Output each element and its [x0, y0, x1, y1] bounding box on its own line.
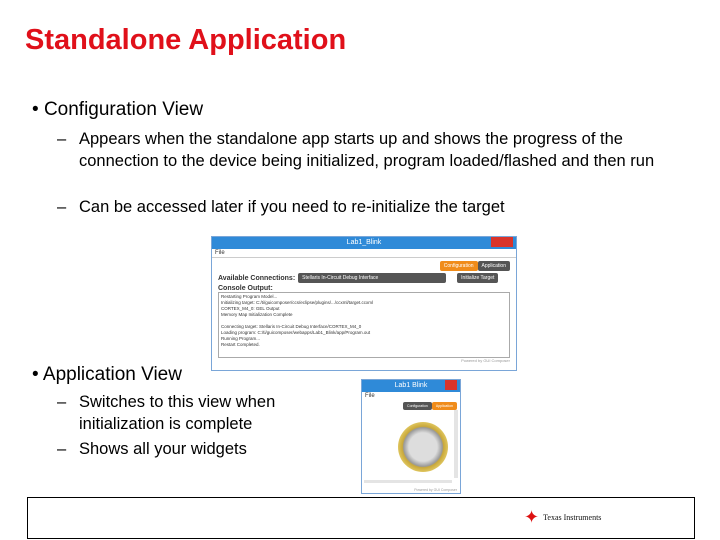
tab-configuration: Configuration: [403, 402, 432, 410]
logo-text: Texas Instruments: [543, 513, 602, 522]
console-line: Running Program...: [221, 336, 261, 341]
close-icon: [445, 380, 457, 390]
connection-select: Stellaris In-Circuit Debug Interface: [298, 273, 446, 283]
bullet-label: Configuration View: [43, 99, 204, 120]
menu-file: File: [365, 393, 375, 399]
sub-bullet-text: Shows all your widgets: [79, 440, 247, 458]
sub-bullet: – Shows all your widgets: [57, 440, 247, 458]
close-icon: [491, 237, 513, 247]
tab-application: Application: [432, 402, 457, 410]
ti-logo: [524, 507, 603, 528]
console-line: Restart Completed.: [221, 342, 260, 347]
console-line: CORTEX_M4_0: GEL Output: [221, 306, 280, 311]
bullet-configuration-view: • Configuration View: [32, 99, 204, 120]
connections-label: Available Connections:: [218, 274, 296, 282]
window-titlebar: [212, 237, 516, 249]
console-line: Memory Map Initialization Complete: [221, 312, 293, 317]
console-line: Initializing target: C:/ti/guicomposer/ccs/eclipse/plugins/.../ccxml/target.ccxml: [221, 300, 374, 305]
configuration-window-screenshot: [211, 236, 517, 371]
sub-bullet: – Can be accessed later if you need to re-initialize the target: [57, 198, 505, 216]
sub-bullet-text: Switches to this view when initialization is complete: [79, 393, 276, 433]
sub-bullet-text: Appears when the standalone app starts up and shows the progress of the connection to the device being initialized, program loaded/flashed and then run: [79, 130, 655, 170]
bullet-application-view: • Application View: [32, 364, 182, 385]
sub-bullet-text: Can be accessed later if you need to re-initialize the target: [79, 198, 505, 216]
powered-by: Powered by GUI Composer: [414, 488, 457, 492]
bullet-label: Application View: [42, 364, 182, 385]
console-output: [218, 292, 510, 358]
sub-bullet: – Switches to this view when initialization is complete: [57, 393, 276, 433]
application-window-screenshot: [361, 379, 461, 494]
texas-shape-icon: ✦: [524, 507, 540, 527]
initialize-target-button: Initialize Target: [457, 273, 498, 283]
footer-bar: [27, 497, 695, 539]
knob-widget: [398, 422, 448, 472]
console-label: Console Output:: [218, 285, 273, 292]
scrollbar: [364, 480, 452, 483]
window-title: Lab1_Blink: [346, 239, 382, 246]
window-title: Lab1 Blink: [394, 382, 428, 389]
console-line: Connecting target: Stellaris In-Circuit Debug Interface/CORTEX_M4_0: [221, 324, 362, 329]
powered-by: Powered by GUI Composer: [461, 358, 510, 363]
slide-title: Standalone Application: [25, 24, 347, 56]
sub-bullet: – Appears when the standalone app starts up and shows the progress of the connection to the device being initialized, program loaded/flashed and then run: [57, 130, 655, 170]
console-line: Restarting Program Model...: [221, 294, 278, 299]
window-titlebar: [362, 380, 460, 392]
menu-file: File: [212, 249, 516, 258]
console-line: Loading program: C:/ti/guicomposer/webapps/Lab1_Blink/app/Program.out: [221, 330, 371, 335]
tab-configuration: Configuration: [440, 261, 478, 271]
tab-application: Application: [478, 261, 510, 271]
scrollbar: [454, 410, 458, 478]
